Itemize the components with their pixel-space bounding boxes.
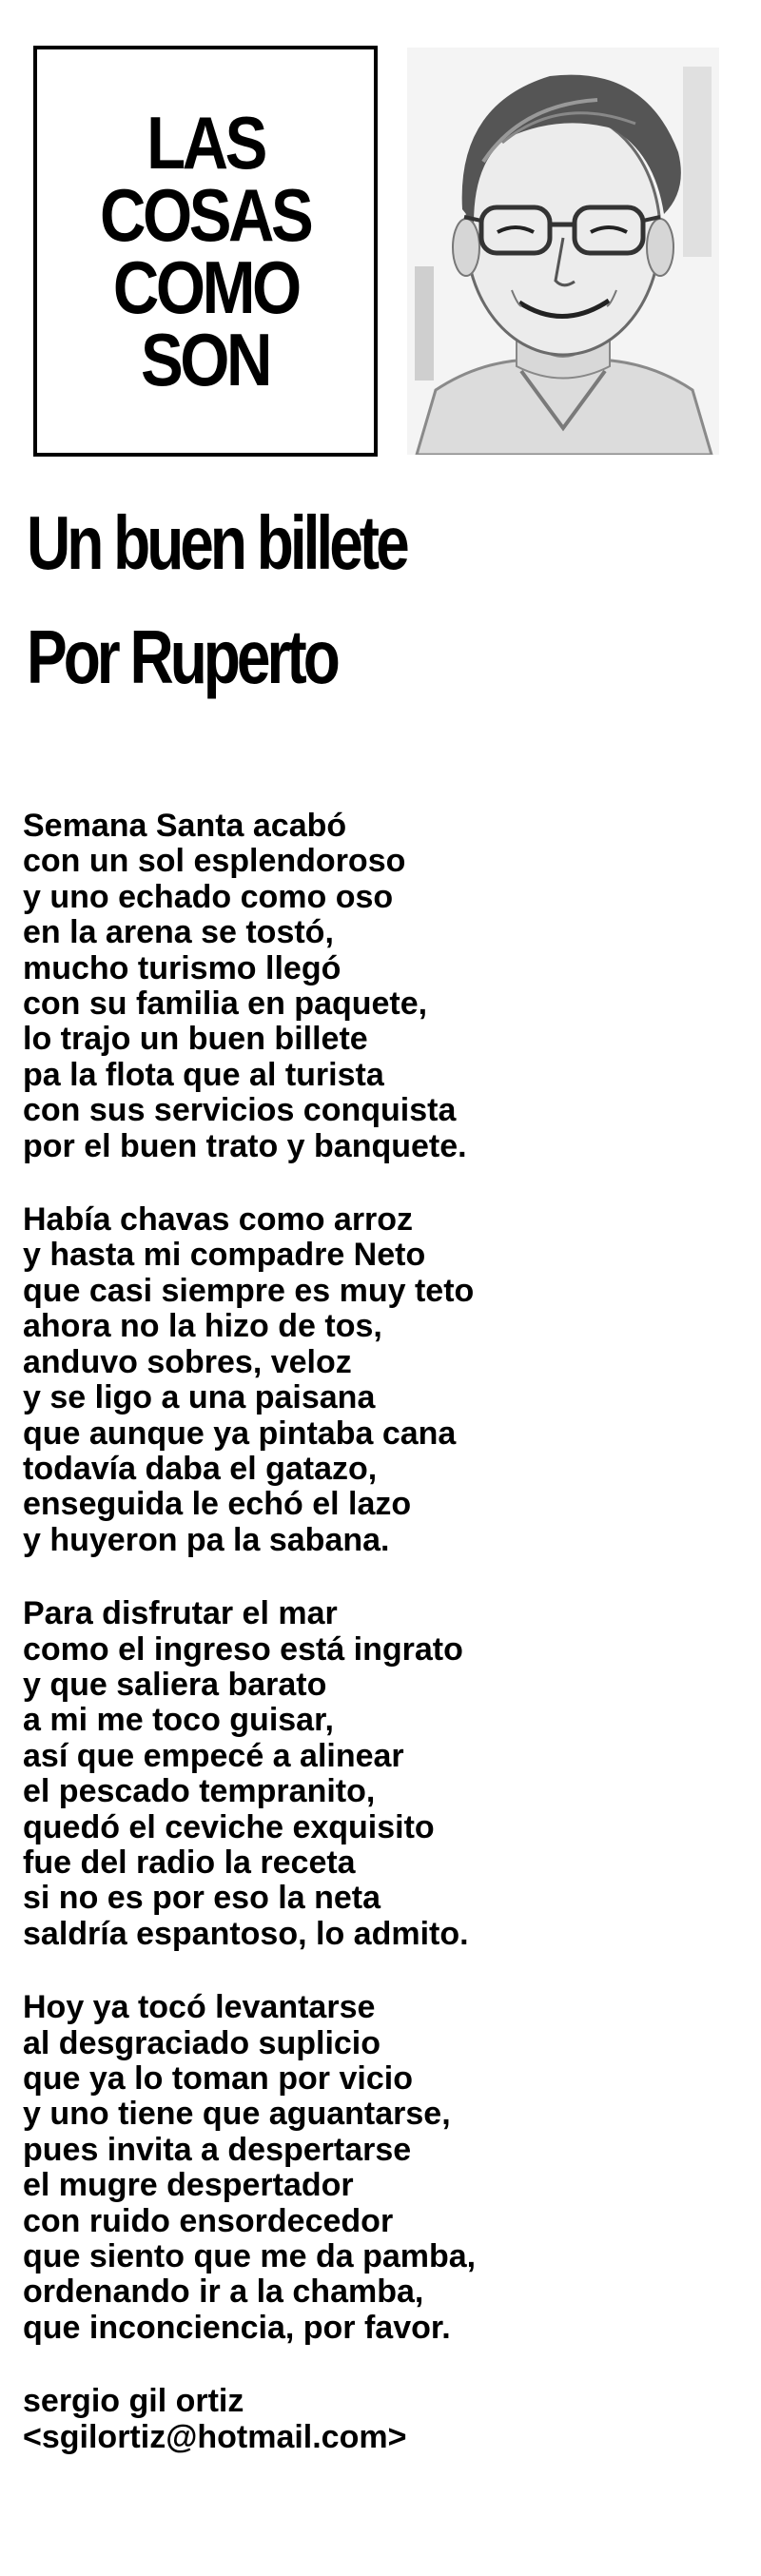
poem-line: Hoy ya tocó levantarse xyxy=(23,1989,376,2026)
author-name: sergio gil ortiz xyxy=(23,2383,244,2420)
poem-line: Para disfrutar el mar xyxy=(23,1595,338,1632)
poem-line: que inconciencia, por favor. xyxy=(23,2309,451,2346)
poem-line: así que empecé a alinear xyxy=(23,1737,404,1774)
poem-body xyxy=(23,809,746,2455)
author-email: <sgilortiz@hotmail.com> xyxy=(23,2418,407,2455)
author-portrait-icon xyxy=(407,48,719,455)
poem-line: el mugre despertador xyxy=(23,2167,354,2204)
logo-word-como: COMO xyxy=(112,245,299,329)
poem-line: el pescado tempranito, xyxy=(23,1773,376,1810)
poem-line: enseguida le echó el lazo xyxy=(23,1486,412,1523)
poem-stanza-2 xyxy=(23,1202,746,1558)
poem-line: que aunque ya pintaba cana xyxy=(23,1415,457,1452)
poem-line: en la arena se tostó, xyxy=(23,914,334,951)
logo-word-son: SON xyxy=(141,318,270,401)
poem-line: por el buen trato y banquete. xyxy=(23,1127,467,1164)
poem-line: y se ligo a una paisana xyxy=(23,1379,376,1416)
column-logo xyxy=(33,46,378,457)
poem-line: fue del radio la receta xyxy=(23,1844,356,1881)
poem-stanza-3 xyxy=(23,1596,746,1952)
poem-line: con su familia en paquete, xyxy=(23,986,428,1023)
poem-line: con sus servicios conquista xyxy=(23,1092,457,1129)
poem-line: y hasta mi compadre Neto xyxy=(23,1237,426,1274)
poem-line: como el ingreso está ingrato xyxy=(23,1630,463,1668)
poem-line: que casi siempre es muy teto xyxy=(23,1272,475,1309)
poem-line: anduvo sobres, veloz xyxy=(23,1343,352,1380)
poem-stanza-1 xyxy=(23,809,746,1164)
poem-line: pa la flota que al turista xyxy=(23,1056,384,1093)
poem-line: Había chavas como arroz xyxy=(23,1201,414,1239)
poem-line: y uno echado como oso xyxy=(23,878,394,915)
poem-line: Semana Santa acabó xyxy=(23,808,347,844)
poem-line: y uno tiene que aguantarse, xyxy=(23,2096,451,2133)
poem-line: y huyeron pa la sabana. xyxy=(23,1521,390,1558)
poem-line: ahora no la hizo de tos, xyxy=(23,1308,382,1345)
logo-word-cosas: COSAS xyxy=(100,173,311,257)
poem-line: quedó el ceviche exquisito xyxy=(23,1808,435,1845)
poem-line: a mi me toco guisar, xyxy=(23,1702,334,1739)
poem-line: mucho turismo llegó xyxy=(23,949,341,986)
author-signature xyxy=(23,2384,746,2455)
poem-line: pues invita a despertarse xyxy=(23,2131,412,2168)
poem-line: que ya lo toman por vicio xyxy=(23,2060,413,2097)
poem-line: con un sol esplendoroso xyxy=(23,843,406,880)
poem-line: saldría espantoso, lo admito. xyxy=(23,1915,469,1952)
poem-line: y que saliera barato xyxy=(23,1666,327,1703)
poem-line: ordenando ir a la chamba, xyxy=(23,2274,424,2311)
poem-line: si no es por eso la neta xyxy=(23,1880,381,1917)
poem-line: que siento que me da pamba, xyxy=(23,2238,477,2275)
logo-word-las: LAS xyxy=(146,101,264,185)
poem-line: al desgraciado suplicio xyxy=(23,2024,381,2061)
article-title: Un buen billete xyxy=(27,500,406,585)
poem-stanza-4 xyxy=(23,1990,746,2346)
article-byline: Por Ruperto xyxy=(27,615,337,699)
poem-line: con ruido ensordecedor xyxy=(23,2202,394,2239)
poem-line: todavía daba el gatazo, xyxy=(23,1450,378,1487)
poem-line: lo trajo un buen billete xyxy=(23,1021,368,1058)
